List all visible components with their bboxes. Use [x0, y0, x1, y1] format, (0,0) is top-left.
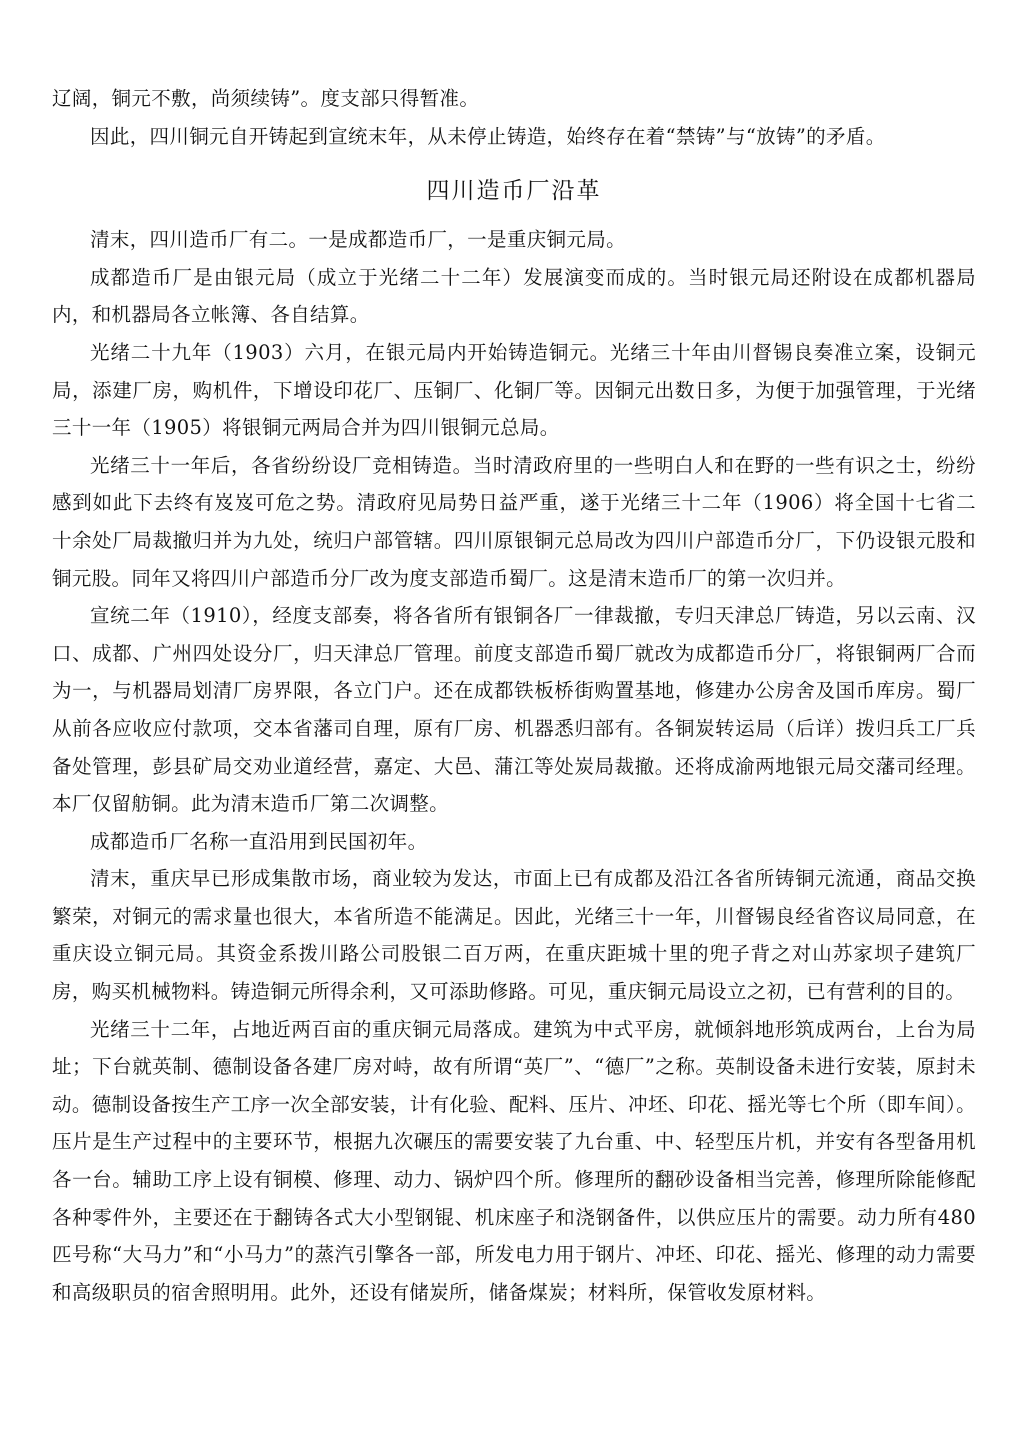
- paragraph-3: 光绪二十九年（1903）六月，在银元局内开始铸造铜元。光绪三十年由川督锡良奏准立案，设铜元局，添建厂房，购机件，下增设印花厂、压铜厂、化铜厂等。因铜元出数日多，为便于加强管理，于光绪三十一年（1905）将银铜元两局合并为四川银铜元总局。: [52, 340, 976, 440]
- document-page: [52, 80, 976, 1311]
- paragraph-7: 清末，重庆早已形成集散市场，商业较为发达，市面上已有成都及沿江各省所铸铜元流通，商品交换繁荣，对铜元的需求量也很大，本省所造不能满足。因此，光绪三十一年，川督锡良经省咨议局同意，在重庆设立铜元局。其资金系拨川路公司股银二百万两，在重庆距城十里的兜子背之对山苏家坝子建筑厂房，购买机械物料。铸造铜元所得余利，又可添助修路。可见，重庆铜元局设立之初，已有营利的目的。: [52, 867, 976, 1004]
- paragraph-4: 光绪三十一年后，各省纷纷设厂竞相铸造。当时清政府里的一些明白人和在野的一些有识之士，纷纷感到如此下去终有岌岌可危之势。清政府见局势日益严重，遂于光绪三十二年（1906）将全国十七省二十余处厂局裁撤归并为九处，统归户部管辖。四川原银铜元总局改为四川户部造币分厂，下仍设银元股和铜元股。同年又将四川户部造币分厂改为度支部造币蜀厂。这是清末造币厂的第一次归并。: [52, 453, 976, 590]
- paragraph-summary: 因此，四川铜元自开铸起到宣统末年，从未停止铸造，始终存在着“禁铸”与“放铸”的矛盾。: [90, 124, 886, 148]
- paragraph-5: 宣统二年（1910），经度支部奏，将各省所有银铜各厂一律裁撤，专归天津总厂铸造，另以云南、汉口、成都、广州四处设分厂，归天津总厂管理。前度支部造币蜀厂就改为成都造币分厂，将银铜两厂合而为一，与机器局划清厂房界限，各立门户。还在成都铁板桥街购置基地，修建办公房舍及国币库房。蜀厂从前各应收应付款项，交本省藩司自理，原有厂房、机器悉归部有。各铜炭转运局（后详）拨归兵工厂兵备处管理，彭县矿局交劝业道经营，嘉定、大邑、蒲江等处炭局裁撤。还将成渝两地银元局交藩司经理。本厂仅留舫铜。此为清末造币厂第二次调整。: [52, 604, 976, 816]
- paragraph-8: 光绪三十二年，占地近两百亩的重庆铜元局落成。建筑为中式平房，就倾斜地形筑成两台，上台为局址；下台就英制、德制设备各建厂房对峙，故有所谓“英厂”、“德厂”之称。英制设备未进行安装，原封未动。德制设备按生产工序一次全部安装，计有化验、配料、压片、冲坯、印花、摇光等七个所（即车间）。压片是生产过程中的主要环节，根据九次碾压的需要安装了九台重、中、轻型压片机，并安有各型备用机各一台。辅助工序上设有铜模、修理、动力、锅炉四个所。修理所的翻砂设备相当完善，修理所除能修配各种零件外，主要还在于翻铸各式大小型钢锟、机床座子和浇钢备件，以供应压片的需要。动力所有480匹号称“大马力”和“小马力”的蒸汽引擎各一部，所发电力用于钢片、冲坯、印花、摇光、修理的动力需要和高级职员的宿舍照明用。此外，还设有储炭所，储备煤炭；材料所，保管收发原材料。: [52, 1017, 976, 1304]
- paragraph-6: 成都造币厂名称一直沿用到民国初年。: [90, 829, 428, 853]
- paragraph-continuation: 辽阔，铜元不敷，尚须续铸”。度支部只得暂准。: [52, 87, 480, 110]
- section-title: 四川造币厂沿革: [426, 178, 602, 205]
- paragraph-2: 成都造币厂是由银元局（成立于光绪二十二年）发展演变而成的。当时银元局还附设在成都机器局内，和机器局各立帐簿、各自结算。: [52, 265, 976, 327]
- paragraph-1: 清末，四川造币厂有二。一是成都造币厂，一是重庆铜元局。: [90, 228, 626, 252]
